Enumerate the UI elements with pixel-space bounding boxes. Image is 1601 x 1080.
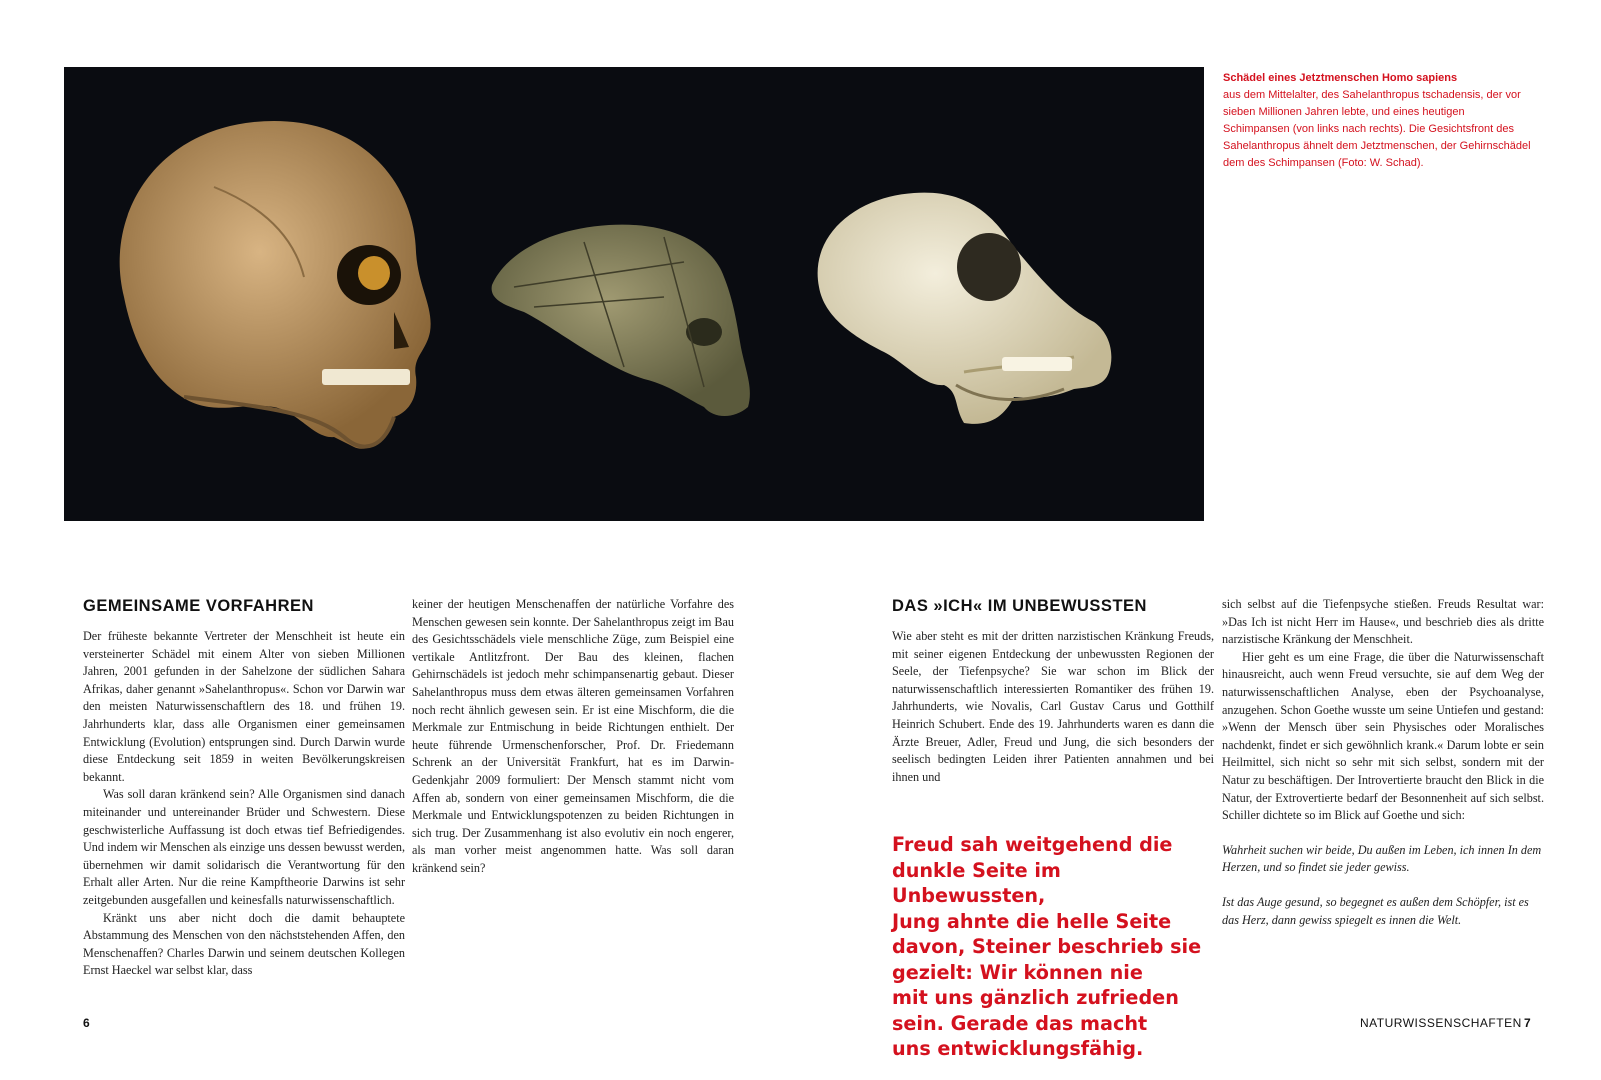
sahelanthropus-skull (492, 225, 750, 416)
poem-stanza: Wahrheit suchen wir beide, Du außen im Leben, ich innen In dem Herzen, und so findet sie jeder gewiss. (1222, 842, 1542, 875)
skulls-illustration (64, 67, 1204, 521)
column-2 (412, 596, 734, 878)
paragraph: Wie aber steht es mit der dritten narzistischen Kränkung Freuds, mit seiner eigenen Entdeckung der unbewussten Regionen der Seele, der Tiefenpsyche? Sie war schon im Blick der naturwissenschaftlich interessierten Romantiker des frühen 19. Jahrhunderts, wie Novalis, Carl Gustav Carus und Gotthilf Heinrich Schubert. Ende des 19. Jahrhunderts waren es dann die Ärzte Breuer, Adler, Freud und Jung, die sich besonders der seelisch bedingten Leiden ihrer Patienten annahmen und bei ihnen und (892, 629, 1214, 784)
paragraph: Was soll daran kränkend sein? Alle Organismen sind danach miteinander und untereinander Brüder und Schwestern. Diese geschwisterliche Auffassung ist doch etwas tief Befriedigendes. Und indem wir Menschen als einzige uns dessen bewusst werden, übernehmen wir damit solidarisch die Verantwortung für den Erhalt aller Arten. Nur die reine Kampftheorie Darwins ist sehr zeitgebunden ausgefallen und keinesfalls naturwissenschaftlich. (83, 787, 405, 907)
photo-caption (1223, 70, 1533, 172)
paragraph: keiner der heutigen Menschenaffen der natürliche Vorfahre des Menschen gewesen sein konnte. Der Sahelanthropus zeigt im Bau des Gesichtsschädels viele menschliche Züge, zum Beispiel eine vertikale Antlitzfront. Der Bau des kleinen, flachen Gehirnschädels ist jedoch mehr schimpansenartig gebaut. Dieser Sahelanthropus muss dem etwas älteren gemeinsamen Vorfahren noch recht ähnlich gewesen sein. Er ist eine Mischform, die die Merkmale zur Entmischung in beide Richtungen enthielt. Der heute führende Urmenschenforscher, Prof. Dr. Friedemann Schrenk an der Universität Frankfurt, hat es im Darwin-Gedenkjahr 2009 formuliert: Der Mensch stammt nicht vom Affen ab, sondern von einer gemeinsamen Mischform, die die Merkmale und Entwicklungspotenzen zu beiden Richtungen in sich trug. Der Zusammenhang ist also evolutiv ein noch engerer, als man vorher meist angenommen hatte. Was soll daran kränkend sein? (412, 597, 734, 875)
pull-quote: Freud sah weitgehend die dunkle Seite im Unbewussten, Jung ahnte die helle Seite davon, Steiner beschrieb sie gezielt: Wir können nie mit uns gänzlich zufrieden sein. Gerade das macht uns entwicklungsfähig. (892, 833, 1202, 1060)
caption-title: Schädel eines Jetztmenschen Homo sapiens (1223, 72, 1458, 84)
caption-text: aus dem Mittelalter, des Sahelanthropus tschadensis, der vor sieben Millionen Jahren lebte, und eines heutigen Schimpansen (von links nach rechts). Die Gesichtsfront des Sahelanthropus ähnelt dem Jetztmenschen, der Gehirnschädel dem des Schimpansen (Foto: W. Schad). (1223, 89, 1531, 169)
column-3 (892, 596, 1214, 786)
section-label: NATURWISSENSCHAFTEN (1360, 1016, 1522, 1030)
poem-stanza: Ist das Auge gesund, so begegnet es außen dem Schöpfer, ist es das Herz, dann gewiss spiegelt es innen die Welt. (1222, 894, 1529, 927)
human-skull (120, 121, 431, 449)
poem (1222, 842, 1544, 929)
paragraph: Der früheste bekannte Vertreter der Menschheit ist heute ein versteinerter Schädel mit einem Alter von sieben Millionen Jahren, 2001 gefunden in der Sahelzone der südlichen Sahara Afrikas, daher genannt »Sahelanthropus«. Schon vor Darwin war den meisten Naturwissenschaftlern des 18. und frühen 19. Jahrhunderts klar, dass alle Organismen einer gemeinsamen Entwicklung (Evolution) entsprungen sind. Durch Darwin wurde diese Entdeckung seit 1859 in weiten Bevölkerungskreisen bekannt. (83, 629, 405, 784)
chimpanzee-skull (818, 193, 1112, 424)
page-number-left: 6 (83, 1016, 90, 1030)
page-number-right: 7 (1524, 1016, 1531, 1030)
column-4 (1222, 596, 1544, 946)
paragraph: Kränkt uns aber nicht doch die damit behauptete Abstammung des Menschen von den nächststehenden Affen, den Menschenaffen? Charles Darwin und seinem deutschen Kollegen Ernst Haeckel war selbst klar, dass (83, 910, 405, 978)
heading-gemeinsame-vorfahren: GEMEINSAME VORFAHREN (83, 597, 314, 615)
column-1 (83, 596, 405, 980)
paragraph: sich selbst auf die Tiefenpsyche stießen. Freuds Resultat war: »Das Ich ist nicht Herr im Hause«, und beschrieb dies als dritte narzistische Kränkung der Menschheit. (1222, 597, 1544, 647)
paragraph: Hier geht es um eine Frage, die über die Naturwissenschaft hinausreicht, auch wenn Freud versuchte, sie auf dem Weg der naturwissenschaftlichen Analyse, eben der Psychoanalyse, anzugehen. Schon Goethe wusste um seine Untiefen und gestand: »Wenn der Mensch über sein Physisches oder Moralisches nachdenkt, findet er sich gewöhnlich krank.« Darum lobte er sein Heilmittel, sich nicht so sehr mit sich selbst, sondern mit der Natur zu beschäftigen. Der Introvertierte braucht den Blick in die Natur, der Extrovertierte bedarf der Besonnenheit auf sich selbst. Schiller dichtete so im Blick auf Goethe und sich: (1222, 649, 1544, 823)
skulls-photo (64, 67, 1204, 521)
heading-ich-im-unbewussten: DAS »ICH« IM UNBEWUSSTEN (892, 597, 1147, 615)
